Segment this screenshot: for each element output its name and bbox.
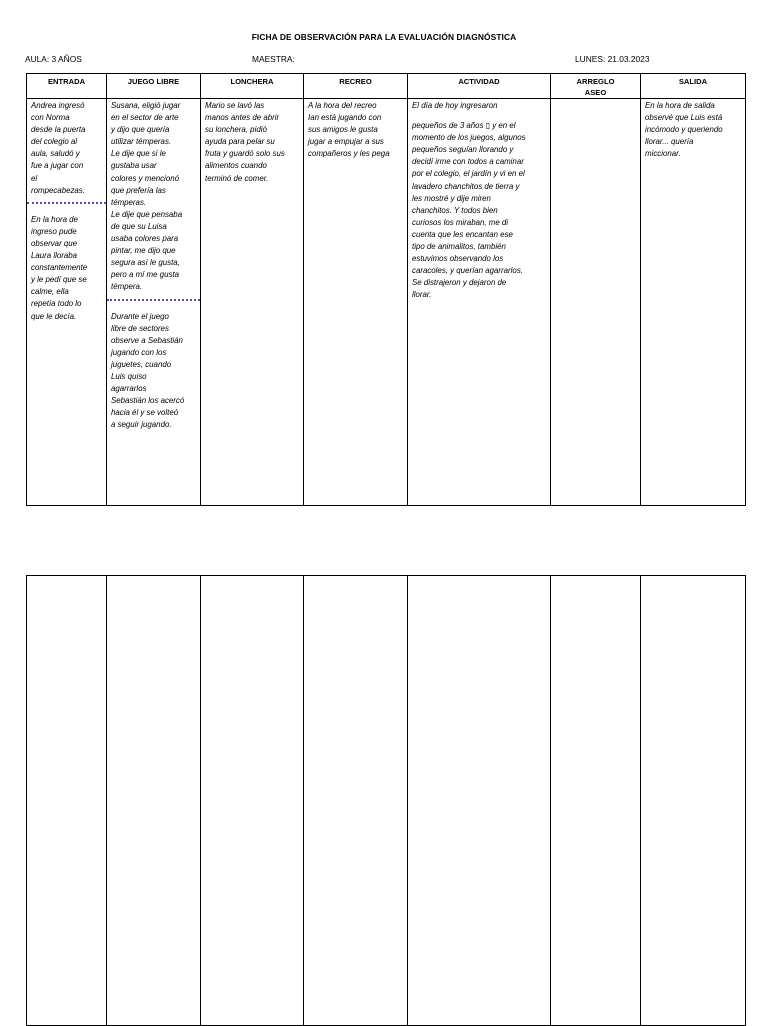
header-recreo: RECREO <box>304 74 408 99</box>
aula-field: AULA: 3 AÑOS <box>25 54 82 64</box>
maestra-field: MAESTRA: <box>252 54 295 64</box>
blank-observation-table <box>26 575 746 1026</box>
juego-libre-note-2: Durante el juego libre de sectores observe a Sebastián jugando con los juguetes, cuando Luis quiso agarrarlos Sebastián los acercó hacia él y se volteó a seguir jugando. <box>111 311 185 430</box>
cell-salida <box>641 99 746 506</box>
fecha-field: LUNES: 21.03.2023 <box>575 54 650 64</box>
observation-row <box>27 99 746 506</box>
cell-juego-libre <box>107 99 201 506</box>
observation-table <box>26 73 746 506</box>
cell-actividad <box>408 99 551 506</box>
header-row <box>27 74 746 99</box>
blank-cell <box>551 576 641 1026</box>
salida-note: En la hora de salida observé que Luis está incómodo y queriendo llorar... quería miccionar. <box>645 101 723 159</box>
header-lonchera: LONCHERA <box>201 74 304 99</box>
blank-cell <box>27 576 107 1026</box>
cell-entrada <box>27 99 107 506</box>
juego-libre-note-1: Susana, eligió jugar en el sector de arte y dijo que quería utilizar témperas. Le dije que si le gustaba usar colores y mencionó que prefería las témperas. Le dije que pensaba de que su Luisa usaba colores para pintar, me dijo que segura así le gusta, pero a mí me gusta témpera. <box>111 101 183 292</box>
header-entrada: ENTRADA <box>27 74 107 99</box>
blank-row <box>27 576 746 1026</box>
lonchera-note: Mario se lavó las manos antes de abrir su lonchera, pidió ayuda para pelar su fruta y guardó solo sus alimentos cuando terminó de comer. <box>205 101 285 183</box>
blank-cell <box>107 576 201 1026</box>
header-juego-libre: JUEGO LIBRE <box>107 74 201 99</box>
header-arreglo-aseo: ARREGLO ASEO <box>551 74 641 99</box>
blank-cell <box>201 576 304 1026</box>
entrada-note-1: Andrea ingresó con Norma desde la puerta del colegio al aula, saludó y fue a jugar con el rompecabezas. <box>31 101 86 195</box>
actividad-note-2: pequeños de 3 años ▯ y en el momento de los juegos, algunos pequeños seguían llorando y decidí irme con todos a caminar por el colegio, el jardín y vi en el lavadero chanchitos de tierra y les mostré y dije miren chanchitos. Y todos bien curiosos los miraban, me di cuenta que les encantan ese tipo de animalitos, también estuvimos observando los caracoles, y querían agarrarlos. Se distrajeron y dejaron de llorar. <box>412 121 526 300</box>
recreo-note: A la hora del recreo Ian está jugando con sus amigos le gusta jugar a empujar a sus compañeros y les pega <box>308 101 390 159</box>
header-salida: SALIDA <box>641 74 746 99</box>
header-actividad: ACTIVIDAD <box>408 74 551 99</box>
cell-arreglo-aseo <box>551 99 641 506</box>
cell-recreo <box>304 99 408 506</box>
blank-cell <box>304 576 408 1026</box>
entrada-note-2: En la hora de ingreso pude observar que Laura lloraba constantemente y le pedí que se calme, ella repetía todo lo que le decía. <box>31 214 88 321</box>
blank-cell <box>408 576 551 1026</box>
cell-lonchera <box>201 99 304 506</box>
actividad-note-1: El día de hoy ingresaron <box>412 101 498 110</box>
document-title: FICHA DE OBSERVACIÓN PARA LA EVALUACIÓN DIAGNÓSTICA <box>251 32 517 42</box>
blank-cell <box>641 576 746 1026</box>
